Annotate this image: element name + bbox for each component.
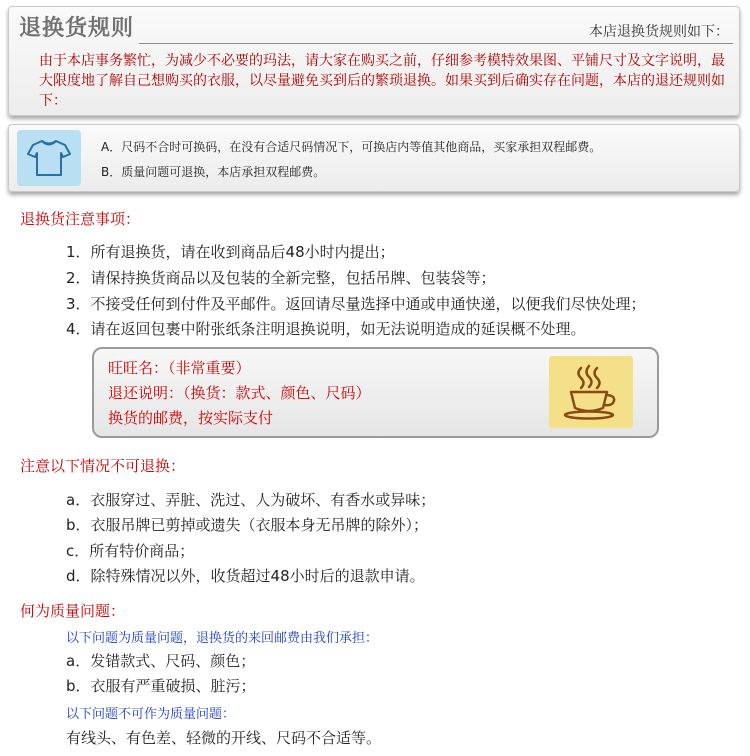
header-subtitle: 本店退换货规则如下： <box>589 24 729 40</box>
exclusions-item: a．衣服穿过、弄脏、洗过、人为破坏、有香水或异味； <box>66 491 436 509</box>
notes-item: 4．请在返回包裹中附张纸条注明退换说明，如无法说明造成的延误概不处理。 <box>66 320 586 338</box>
notes-item: 1．所有退换货，请在收到商品后48小时内提出； <box>66 243 395 261</box>
header-panel <box>8 6 740 116</box>
exclusions-heading: 注意以下情况不可退换： <box>20 457 186 475</box>
policy-item-a: A．尺码不合时可换码，在没有合适尺码情况下，可换店内等值其他商品，买家承担双程邮费。 <box>101 140 602 154</box>
quality-item: b．衣服有严重破损、脏污； <box>66 677 256 695</box>
reminder-box <box>92 347 659 438</box>
quality-covered-note: 以下问题为质量问题，退换货的来回邮费由我们承担： <box>66 631 379 646</box>
policy-panel <box>8 124 740 192</box>
coffee-cup-icon <box>561 364 621 420</box>
shirt-icon-box <box>17 130 81 186</box>
tshirt-icon <box>27 138 71 178</box>
coffee-icon-box <box>549 356 633 428</box>
reminder-line: 换货的邮费，按实际支付 <box>108 409 274 427</box>
notes-heading: 退换货注意事项： <box>20 210 141 228</box>
policy-item-b: B．质量问题可退换，本店承担双程邮费。 <box>101 165 326 179</box>
quality-heading: 何为质量问题： <box>20 602 126 620</box>
header-description: 由于本店事务繁忙，为减少不必要的玛法，请大家在购买之前，仔细参考模特效果图、平铺尺寸及文字说明，最大限度地了解自己想购买的衣服，以尽量避免买到后的繁琐退换。如果买到后确实存在问题，本店的退还规则如下： <box>39 53 725 109</box>
reminder-line: 旺旺名：（非常重要） <box>108 359 251 377</box>
reminder-line: 退还说明：（换货：款式、颜色、尺码） <box>108 384 371 402</box>
page-title: 退换货规则 <box>19 16 135 41</box>
exclusions-item: b．衣服吊牌已剪掉或遗失（衣服本身无吊牌的除外）； <box>66 516 429 534</box>
quality-not-covered-note: 以下问题不可作为质量问题： <box>66 707 236 722</box>
title-divider <box>139 43 733 44</box>
quality-not-covered-text: 有线头、有色差、轻微的开线、尺码不合适等。 <box>66 729 382 747</box>
exclusions-item: d．除特殊情况以外，收货超过48小时后的退款申请。 <box>66 567 425 585</box>
notes-item: 3．不接受任何到付件及平邮件。返回请尽量选择中通或申通快递，以便我们尽快处理； <box>66 295 646 313</box>
notes-item: 2．请保持换货商品以及包装的全新完整，包括吊牌、包装袋等； <box>66 269 496 287</box>
quality-item: a．发错款式、尺码、颜色； <box>66 652 256 670</box>
exclusions-item: c．所有特价商品； <box>66 542 195 560</box>
